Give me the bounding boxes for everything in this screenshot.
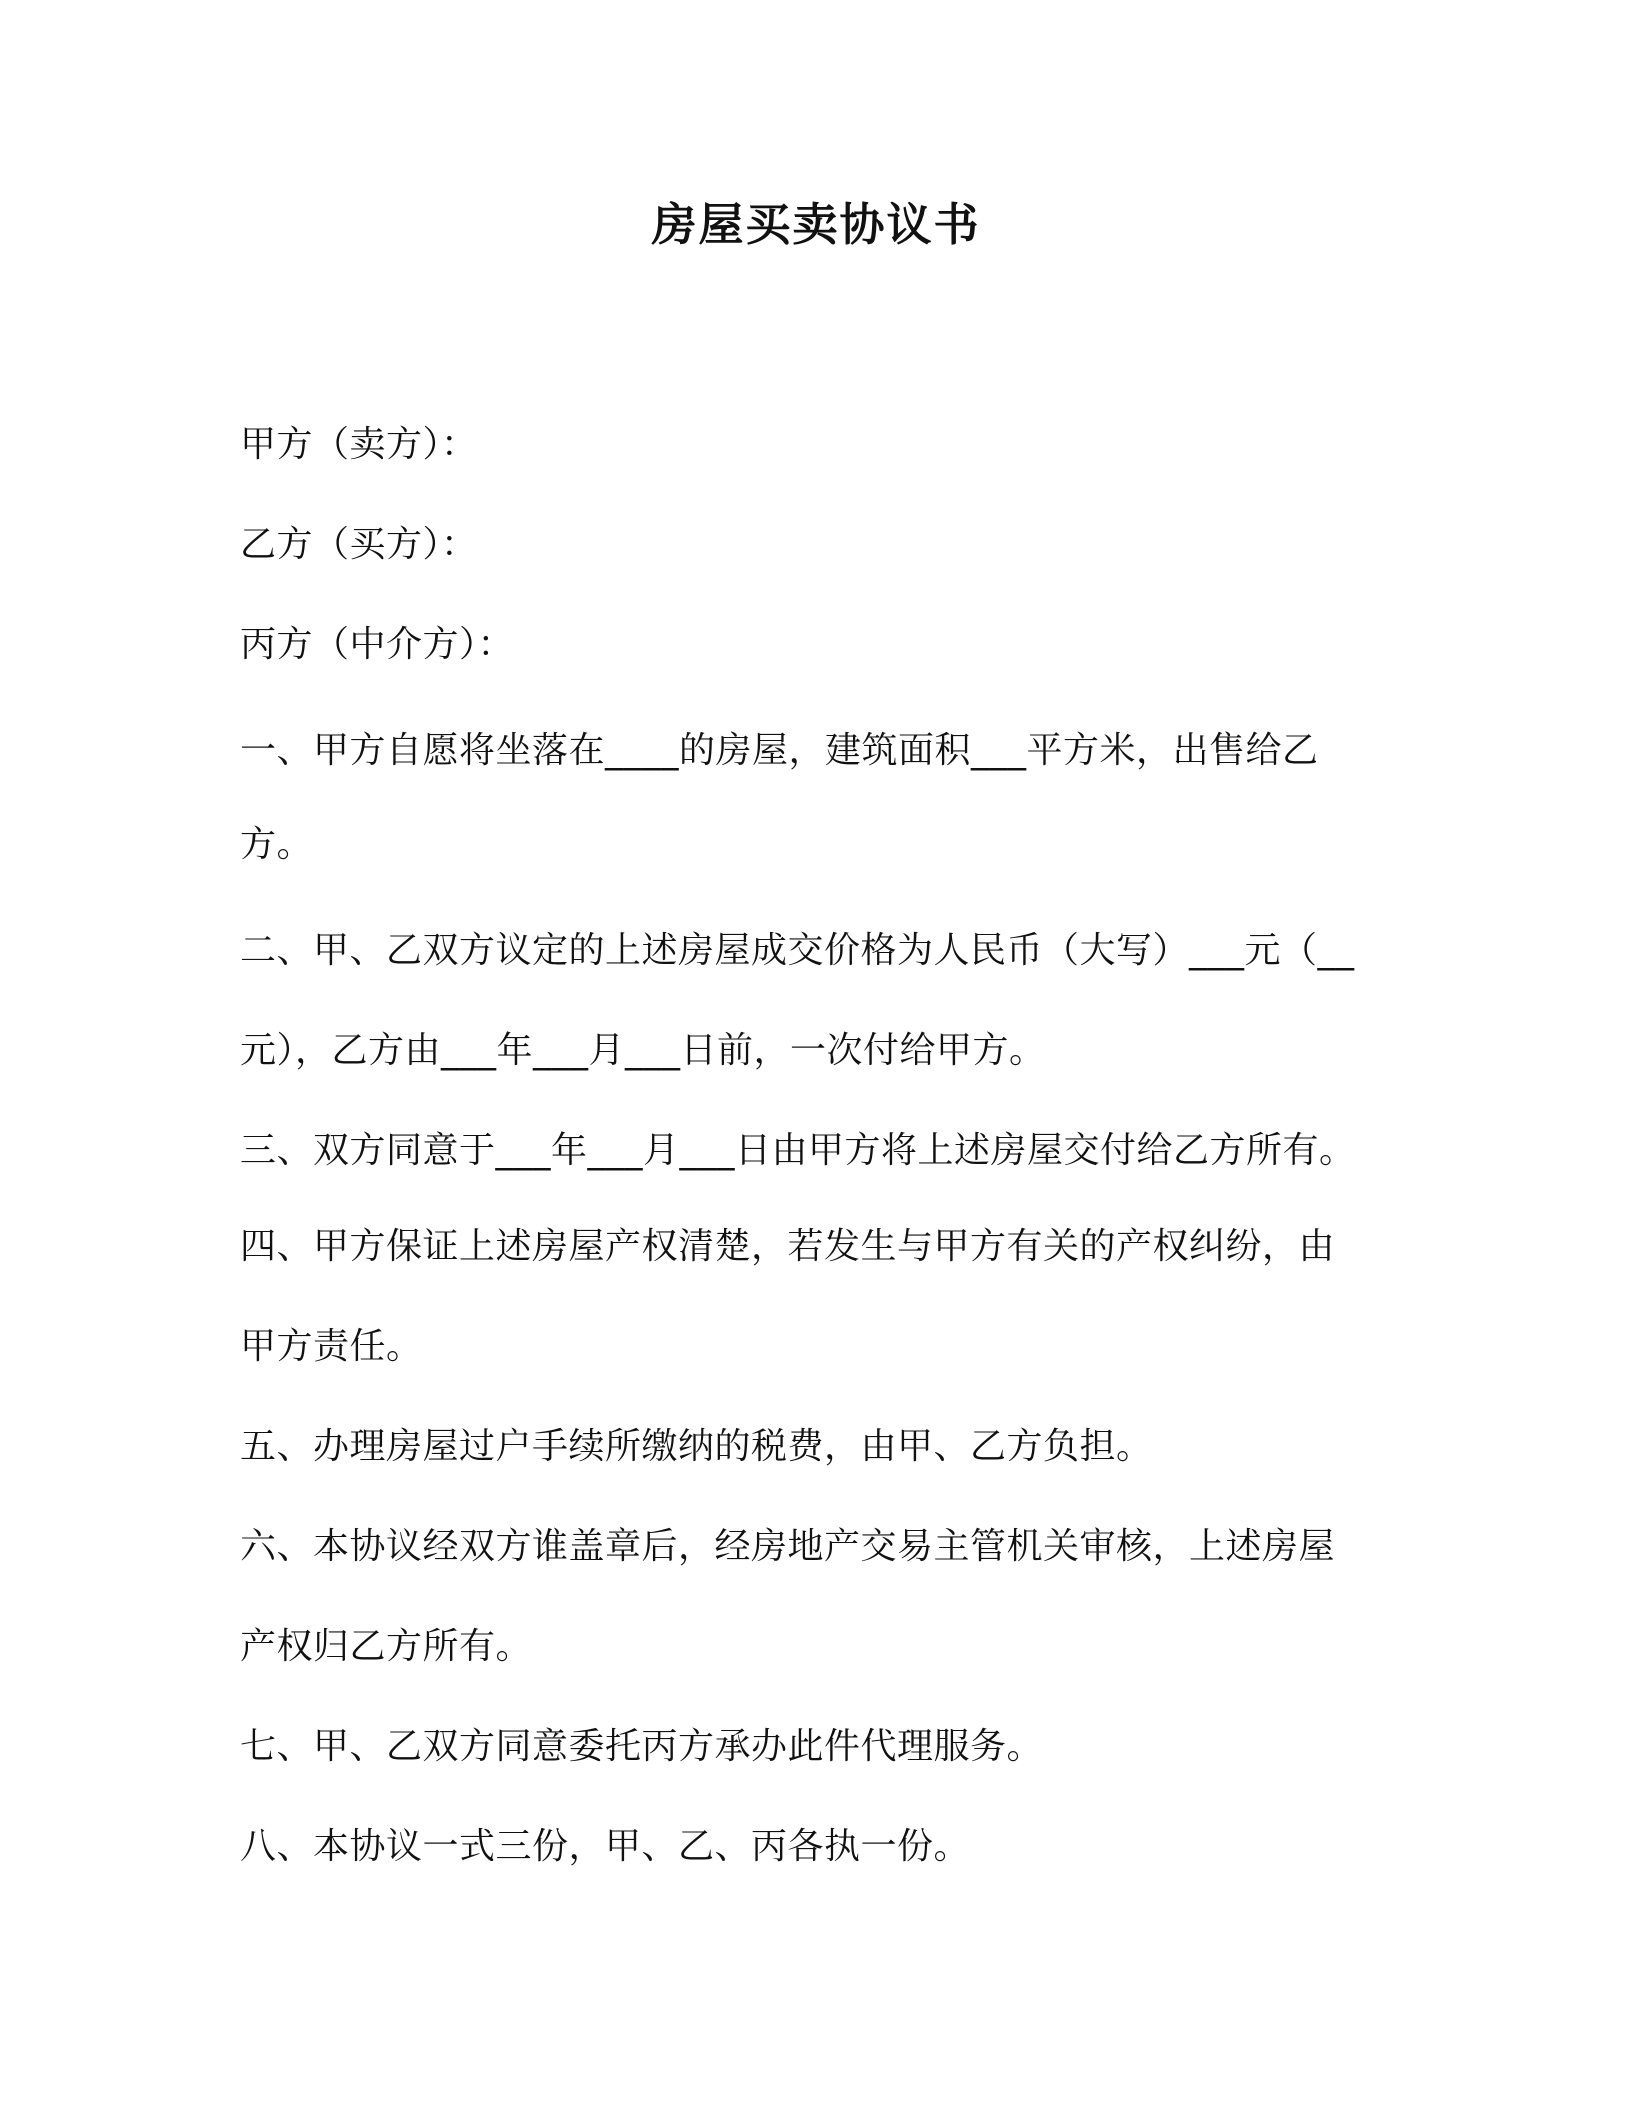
clause-7-line: 七、甲、乙双方同意委托丙方承办此件代理服务。 <box>240 1726 1044 1767</box>
clause-2-line-2: 元），乙方由___年___月___日前，一次付给甲方。 <box>240 1030 1046 1071</box>
clause-1-line-1: 一、甲方自愿将坐落在____的房屋，建筑面积___平方米，出售给乙 <box>240 730 1319 771</box>
clause-8-line: 八、本协议一式三份，甲、乙、丙各执一份。 <box>240 1826 971 1867</box>
clause-6-line-1: 六、本协议经双方谁盖章后，经房地产交易主管机关审核，上述房屋 <box>240 1526 1336 1567</box>
party-c-line: 丙方（中介方）： <box>240 624 515 665</box>
clause-5-line: 五、办理房屋过户手续所缴纳的税费，由甲、乙方负担。 <box>240 1426 1153 1467</box>
clause-2-line-1: 二、甲、乙双方议定的上述房屋成交价格为人民币（大写）___元（__ <box>240 930 1355 971</box>
clause-4-line-2: 甲方责任。 <box>240 1326 423 1367</box>
party-b-line: 乙方（买方）： <box>240 524 478 565</box>
document-title: 房屋买卖协议书 <box>651 198 981 251</box>
clause-1-line-2: 方。 <box>240 824 314 865</box>
clause-6-line-2: 产权归乙方所有。 <box>240 1626 533 1667</box>
clause-3-line: 三、双方同意于___年___月___日由甲方将上述房屋交付给乙方所有。 <box>240 1130 1356 1171</box>
party-a-line: 甲方（卖方）： <box>240 424 478 465</box>
clause-4-line-1: 四、甲方保证上述房屋产权清楚，若发生与甲方有关的产权纠纷，由 <box>240 1226 1336 1267</box>
